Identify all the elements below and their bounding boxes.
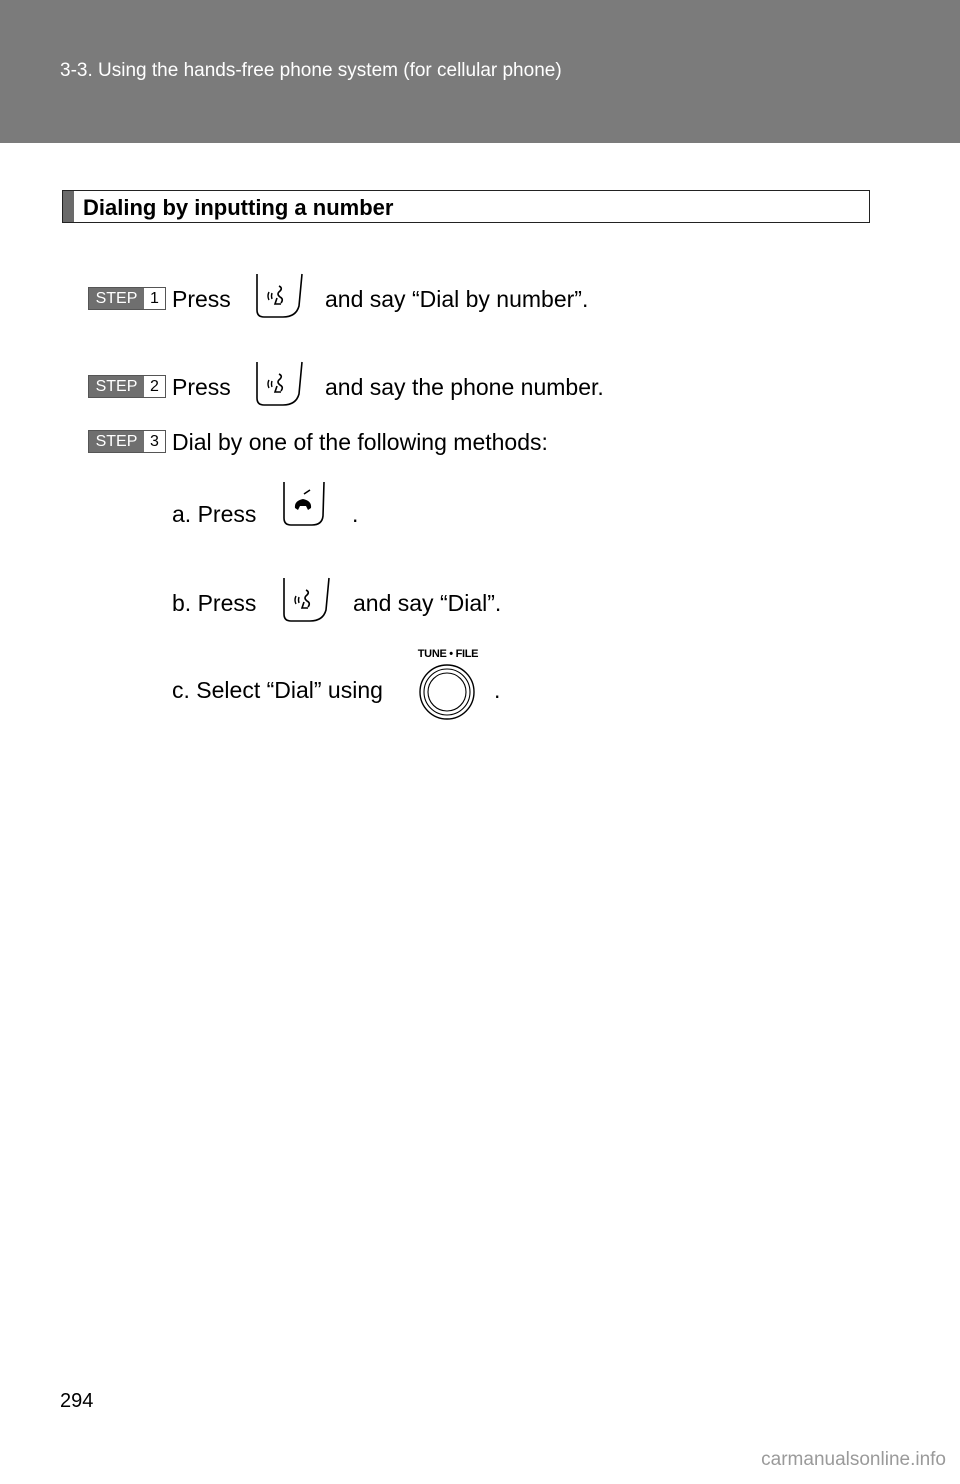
section-title-bar [63, 191, 74, 222]
page-header [0, 0, 960, 143]
section-title-box [62, 190, 870, 223]
step-label: STEP [89, 431, 144, 452]
phone-icon [282, 478, 326, 528]
step-1-badge [88, 287, 166, 310]
step-2-badge [88, 375, 166, 398]
step-3-text: Dial by one of the following methods: [172, 429, 548, 455]
method-a-suffix: . [352, 501, 359, 527]
method-b-prefix: b. Press [172, 590, 257, 616]
section-title: Dialing by inputting a number [83, 195, 394, 220]
step-number: 3 [144, 431, 165, 452]
step-number: 1 [144, 288, 165, 309]
method-b-suffix: and say “Dial”. [353, 590, 502, 616]
step-label: STEP [89, 376, 144, 397]
talk-icon [282, 574, 332, 624]
step-2-text: and say the phone number. [325, 374, 604, 400]
step-1-text: and say “Dial by number”. [325, 286, 589, 312]
talk-icon [255, 270, 305, 320]
knob-label: TUNE • FILE [417, 648, 479, 660]
step-number: 2 [144, 376, 165, 397]
method-c-suffix: . [494, 677, 501, 703]
step-2-press: Press [172, 374, 231, 400]
tune-file-knob-icon [412, 648, 484, 722]
step-label: STEP [89, 288, 144, 309]
step-1-press: Press [172, 286, 231, 312]
page-number: 294 [60, 1390, 94, 1412]
step-3-badge [88, 430, 166, 453]
knob-circle-icon [418, 663, 476, 721]
header-section-title: 3-3. Using the hands-free phone system (for cellular phone) [60, 60, 562, 81]
method-c-prefix: c. Select “Dial” using [172, 677, 383, 703]
method-a-prefix: a. Press [172, 501, 257, 527]
watermark: carmanualsonline.info [761, 1449, 946, 1470]
talk-icon [255, 358, 305, 408]
